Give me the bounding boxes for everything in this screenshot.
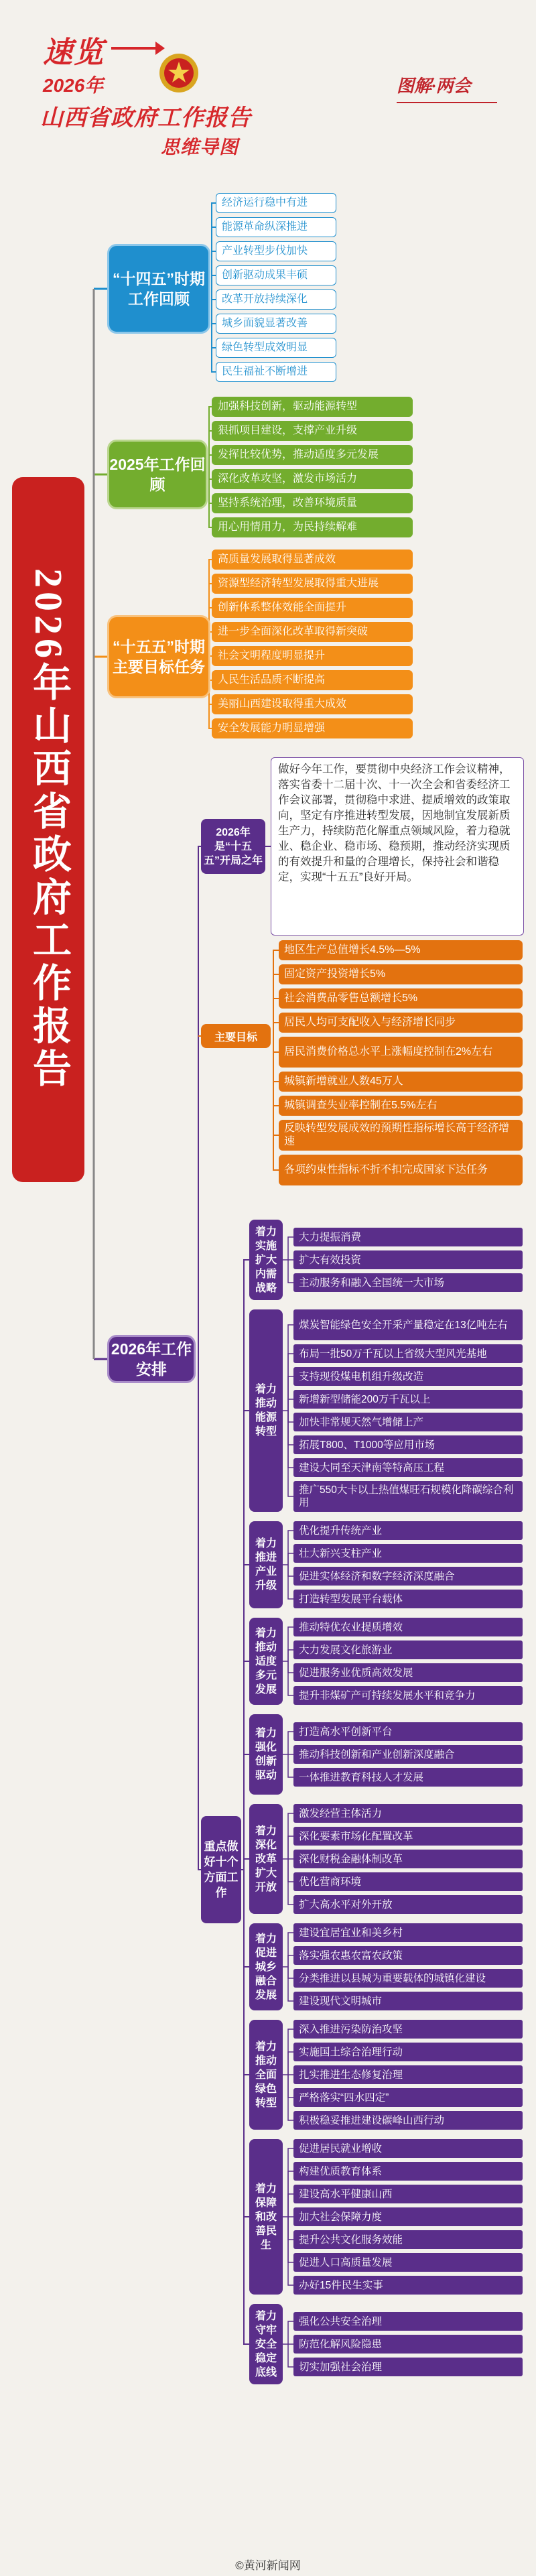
focus-area-label: 着力实施扩大内需战略 <box>249 1220 283 1300</box>
focus-area-item: 激发经营主体活力 <box>293 1804 523 1823</box>
focus-area-item: 建设大同至天津南等特高压工程 <box>293 1458 523 1477</box>
focus-area-item: 煤炭智能绿色安全开采产量稳定在13亿吨左右 <box>293 1309 523 1340</box>
focus-area-item: 壮大新兴支柱产业 <box>293 1544 523 1563</box>
focus-area-item: 拓展T800、T1000等应用市场 <box>293 1435 523 1454</box>
connector <box>288 1354 293 1411</box>
opening-label: 2026年是“十五五”开局之年 <box>201 819 265 874</box>
review-14-item: 民生福祉不断增进 <box>216 362 336 382</box>
focus-area-item: 大力提振消费 <box>293 1228 523 1246</box>
focus-area-item: 支持现役煤电机组升级改造 <box>293 1367 523 1386</box>
review-14-item: 改革开放持续深化 <box>216 289 336 310</box>
review-2025-item: 加强科技创新，驱动能源转型 <box>212 397 413 417</box>
focus-area-item: 推广550大卡以上热值煤旺石规模化降碳综合利用 <box>293 1481 523 1512</box>
header-mindmap: 思维导图 <box>161 137 239 157</box>
connector <box>288 2321 293 2344</box>
focus-area-label: 着力推动全面绿色转型 <box>249 2020 283 2130</box>
connector <box>288 2217 293 2285</box>
focus-area-item: 大力发展文化旅游业 <box>293 1640 523 1659</box>
connector <box>288 1661 293 1695</box>
connector <box>288 1411 293 1445</box>
connector <box>288 1650 293 1661</box>
connector <box>288 1732 293 1754</box>
connector <box>273 999 279 1036</box>
focus-area-item: 建设宜居宜业和美乡村 <box>293 1923 523 1942</box>
focus-area-label: 着力守牢安全稳定底线 <box>249 2304 283 2384</box>
connector <box>244 1411 249 1870</box>
focus-area-item: 建设现代文明城市 <box>293 1992 523 2010</box>
connector <box>244 1870 249 2217</box>
main-goal-item: 社会消费品零售总额增长5% <box>279 988 523 1009</box>
connector <box>244 1661 249 1870</box>
brand-label: 图解·两会 <box>397 76 471 96</box>
focus-area-label: 着力促进城乡融合发展 <box>249 1923 283 2010</box>
goals-15-item: 社会文明程度明显提升 <box>212 646 413 666</box>
connector <box>288 2075 293 2098</box>
focus-area-item: 落实强农惠农富农政策 <box>293 1946 523 1965</box>
connector <box>288 1260 293 1283</box>
connector <box>244 1859 249 1870</box>
review-14-item: 城乡面貌显著改善 <box>216 314 336 334</box>
main-goal-item: 城镇新增就业人数45万人 <box>279 1072 523 1092</box>
hub-review-14: “十四五”时期工作回顾 <box>107 244 210 334</box>
focus-area-item: 建设高水平健康山西 <box>293 2185 523 2203</box>
hub-goals-15: “十五五”时期主要目标任务 <box>107 615 210 698</box>
review-14-item: 经济运行稳中有进 <box>216 193 336 213</box>
focus-area-item: 布局一批50万千瓦以上省级大型风光基地 <box>293 1344 523 1363</box>
main-goal-item: 居民消费价格总水平上涨幅度控制在2%左右 <box>279 1037 523 1068</box>
focus-area-item: 深化财税金融体制改革 <box>293 1850 523 1868</box>
review-14-item: 绿色转型成效明显 <box>216 338 336 358</box>
focus-area-item: 加快非常规天然气增储上产 <box>293 1413 523 1431</box>
goals-15-item: 人民生活品质不断提高 <box>212 670 413 690</box>
connector <box>288 1411 293 1496</box>
focus-area-item: 提升非煤矿产可持续发展水平和竞争力 <box>293 1686 523 1705</box>
focus-area-item: 实施国土综合治理行动 <box>293 2043 523 2061</box>
focus-area-item: 强化公共安全治理 <box>293 2312 523 2331</box>
connector <box>244 1565 249 1870</box>
hub-plan-2026: 2026年工作安排 <box>107 1335 196 1383</box>
focus-area-item: 防范化解风险隐患 <box>293 2335 523 2354</box>
connector <box>288 1565 293 1576</box>
header-gov-report: 山西省政府工作报告 <box>40 105 251 131</box>
connector <box>288 2148 293 2217</box>
goals-15-item: 高质量发展取得显著成效 <box>212 550 413 570</box>
review-14-item: 能源革命纵深推进 <box>216 217 336 237</box>
connector <box>288 2052 293 2075</box>
focus-area-item: 严格落实“四水四定” <box>293 2088 523 2107</box>
connector <box>273 1036 279 1082</box>
connector <box>244 1870 249 2075</box>
connector <box>288 2217 293 2240</box>
focus-area-item: 构建优质教育体系 <box>293 2162 523 2181</box>
focus-area-item: 深化要素市场化配置改革 <box>293 1827 523 1846</box>
connector <box>288 2194 293 2217</box>
connector <box>273 1036 279 1052</box>
connector <box>288 1967 293 1978</box>
header-speed-view: 速览 <box>43 36 105 69</box>
focus-area-item: 打造高水平创新平台 <box>293 1722 523 1741</box>
review-2025-item: 深化改革攻坚，激发市场活力 <box>212 469 413 489</box>
connector <box>198 846 201 1359</box>
goals-15-item: 安全发展能力明显增强 <box>212 718 413 738</box>
focus-area-item: 积极稳妥推进建设碳峰山西行动 <box>293 2111 523 2130</box>
opening-text: 做好今年工作，要贯彻中央经济工作会议精神，落实省委十二届十次、十一次全会和省委经济工作会议部署，贯彻稳中求进、提质增效的政策取向，坚定有序推进转型发展，因地制宜发展新质生产力，持续防范化解重点领域风险，着力稳就业、稳企业、稳市场、稳预期，推动经济实现质的有效提升和量的合理增长，保持社会和谐稳定，实现“十五五”良好开局。 <box>271 757 524 936</box>
focus-area-item: 促进实体经济和数字经济深度融合 <box>293 1567 523 1586</box>
goals-15-item: 创新体系整体效能全面提升 <box>212 598 413 618</box>
hub-review-2025: 2025年工作回顾 <box>107 440 208 509</box>
review-2025-item: 发挥比较优势，推动适度多元发展 <box>212 445 413 465</box>
focus-area-item: 加大社会保障力度 <box>293 2207 523 2226</box>
connector <box>288 1967 293 2001</box>
focus-area-item: 分类推进以县城为重要载体的城镇化建设 <box>293 1969 523 1988</box>
connector <box>288 1553 293 1565</box>
main-goal-item: 反映转型发展成效的预期性指标增长高于经济增速 <box>279 1120 523 1151</box>
header-year: 2026年 <box>43 75 104 96</box>
focus-area-item: 深入推进污染防治攻坚 <box>293 2020 523 2039</box>
focus-area-label: 着力深化改革扩大开放 <box>249 1804 283 1914</box>
connector <box>273 1023 279 1036</box>
connector <box>198 1359 201 1870</box>
connector <box>288 1565 293 1599</box>
focus-area-item: 新增新型储能200万千瓦以上 <box>293 1390 523 1409</box>
main-goal-item: 地区生产总值增长4.5%—5% <box>279 940 523 960</box>
main-goal-item: 居民人均可支配收入与经济增长同步 <box>279 1013 523 1033</box>
focus-area-item: 扩大有效投资 <box>293 1250 523 1269</box>
connector <box>288 1836 293 1859</box>
focus-label: 重点做好十个方面工作 <box>201 1816 241 1923</box>
focus-area-label: 着力推进产业升级 <box>249 1521 283 1608</box>
focus-area-label: 着力推动能源转型 <box>249 1309 283 1512</box>
review-2025-item: 狠抓项目建设，支撑产业升级 <box>212 421 413 441</box>
connector <box>288 1411 293 1422</box>
connector <box>288 1859 293 1882</box>
focus-area-item: 优化提升传统产业 <box>293 1521 523 1540</box>
focus-area-item: 促进居民就业增收 <box>293 2139 523 2158</box>
focus-area-item: 推动特优农业提质增效 <box>293 1618 523 1636</box>
main-goal-item: 各项约束性指标不折不扣完成国家下达任务 <box>279 1155 523 1185</box>
focus-area-item: 主动服务和融入全国统一大市场 <box>293 1273 523 1292</box>
goals-15-item: 美丽山西建设取得重大成效 <box>212 694 413 714</box>
connector <box>288 1754 293 1777</box>
connector <box>288 1531 293 1565</box>
focus-area-item: 促进人口高质量发展 <box>293 2253 523 2272</box>
focus-area-item: 提升公共文化服务效能 <box>293 2230 523 2249</box>
connector <box>244 1870 249 1967</box>
focus-area-label: 着力保障和改善民生 <box>249 2139 283 2295</box>
goals-15-item: 资源型经济转型发展取得重大进展 <box>212 574 413 594</box>
connector <box>288 1933 293 1967</box>
connector <box>273 974 279 1036</box>
focus-area-item: 扩大高水平对外开放 <box>293 1895 523 1914</box>
connector <box>288 1661 293 1673</box>
focus-area-item: 推动科技创新和产业创新深度融合 <box>293 1745 523 1764</box>
review-2025-item: 坚持系统治理，改善环境质量 <box>212 493 413 513</box>
copyright: ©黄河新闻网 <box>235 2559 301 2572</box>
focus-area-item: 办好15件民生实事 <box>293 2276 523 2295</box>
focus-area-label: 着力强化创新驱动 <box>249 1714 283 1795</box>
review-14-item: 创新驱动成果丰硕 <box>216 265 336 285</box>
focus-area-item: 切实加强社会治理 <box>293 2358 523 2376</box>
connector <box>288 2344 293 2367</box>
review-14-item: 产业转型步伐加快 <box>216 241 336 261</box>
main-goals-label: 主要目标 <box>201 1024 271 1048</box>
connector <box>273 1036 279 1106</box>
focus-area-item: 一体推进教育科技人才发展 <box>293 1768 523 1787</box>
focus-area-item: 促进服务业优质高效发展 <box>293 1663 523 1682</box>
connector <box>273 1036 279 1170</box>
focus-area-label: 着力推动适度多元发展 <box>249 1618 283 1705</box>
main-goal-item: 城镇调查失业率控制在5.5%左右 <box>279 1096 523 1116</box>
goals-15-item: 进一步全面深化改革取得新突破 <box>212 622 413 642</box>
connector <box>244 1870 249 2344</box>
connector <box>288 1399 293 1411</box>
focus-area-item: 扎实推进生态修复治理 <box>293 2065 523 2084</box>
connector <box>288 1376 293 1411</box>
main-goal-item: 固定资产投资增长5% <box>279 964 523 984</box>
review-2025-item: 用心用情用力，为民持续解难 <box>212 517 413 537</box>
connector <box>288 1627 293 1661</box>
connector <box>288 1237 293 1260</box>
connector <box>244 1754 249 1870</box>
connector <box>288 1325 293 1411</box>
connector <box>288 1955 293 1967</box>
focus-area-item: 优化营商环境 <box>293 1872 523 1891</box>
connector <box>288 1411 293 1468</box>
focus-area-item: 打造转型发展平台载体 <box>293 1590 523 1608</box>
report-title: 2026年山西省政府工作报告 <box>12 477 84 1182</box>
connector <box>273 1036 279 1135</box>
